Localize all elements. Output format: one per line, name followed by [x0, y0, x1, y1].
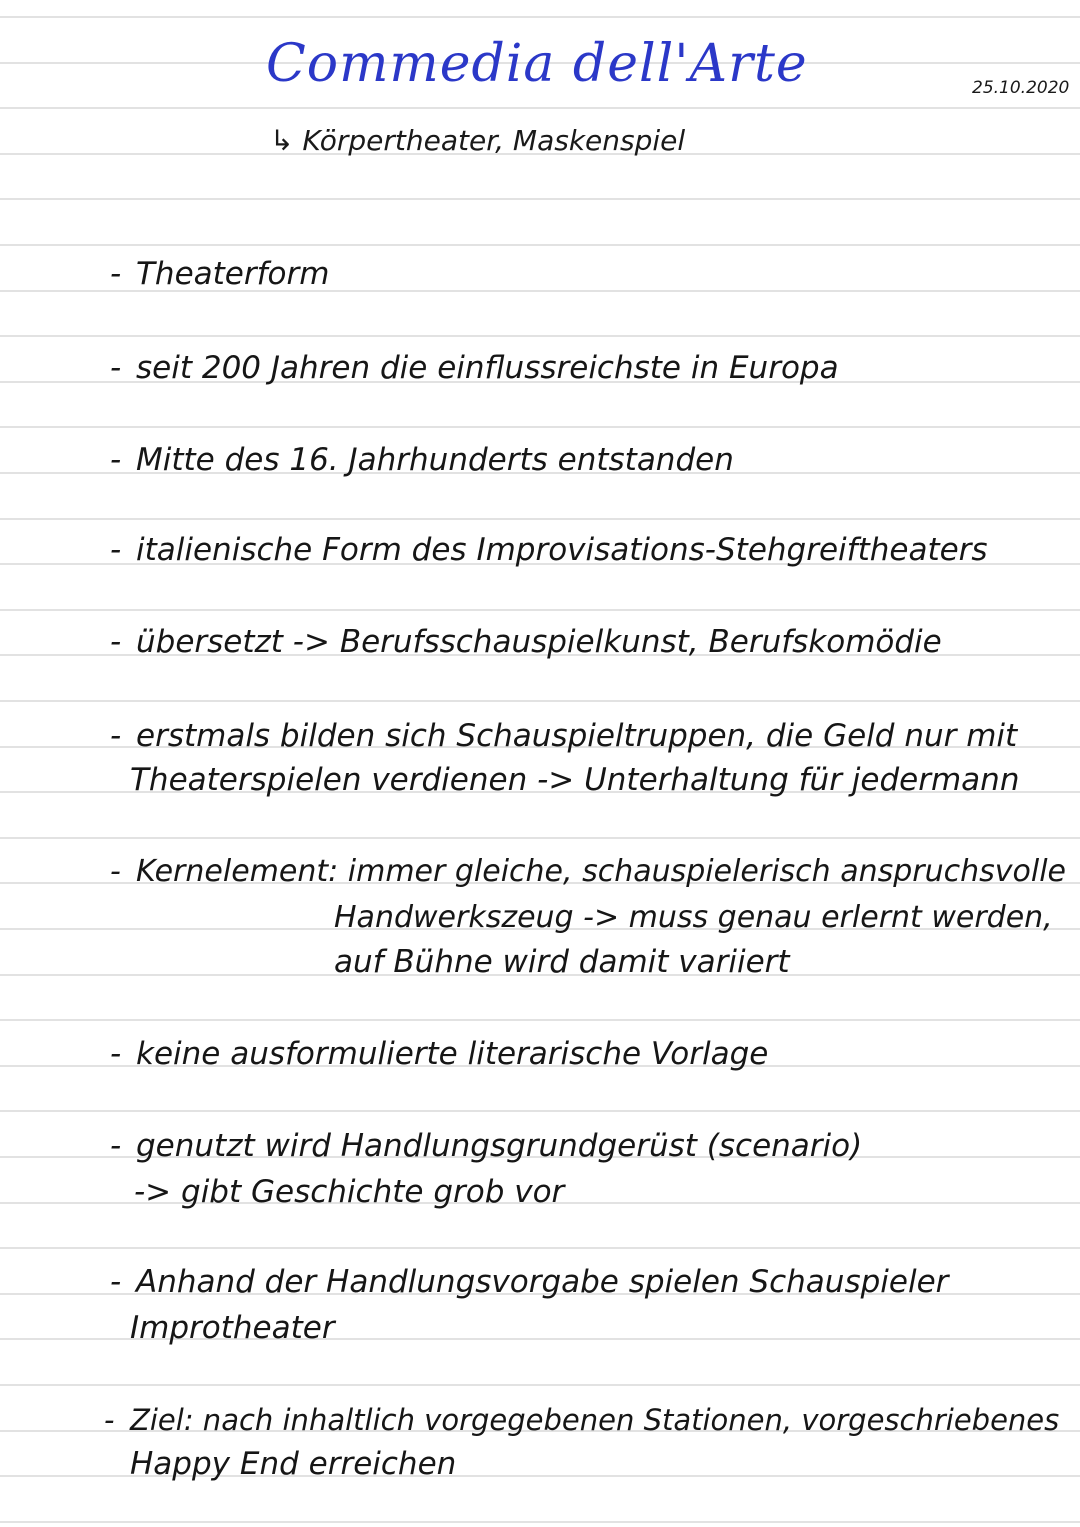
ruled-line	[0, 16, 1080, 18]
bullet-text: Theaterform	[136, 256, 330, 292]
bullet-continuation: -> gibt Geschichte grob vor	[134, 1174, 565, 1210]
bullet-dash: -	[110, 1036, 122, 1072]
bullet-item	[110, 1262, 948, 1302]
bullet-dash: -	[110, 718, 122, 754]
subtitle: ↳ Körpertheater, Maskenspiel	[270, 124, 686, 157]
bullet-item	[110, 530, 988, 570]
bullet-continuation: Improtheater	[130, 1310, 335, 1346]
bullet-dash: -	[110, 1128, 122, 1164]
ruled-line	[0, 1019, 1080, 1021]
ruled-line	[0, 1521, 1080, 1523]
bullet-dash: -	[110, 624, 122, 660]
ruled-line	[0, 700, 1080, 702]
bullet-item	[110, 348, 839, 388]
bullet-item	[110, 716, 1017, 756]
ruled-line	[0, 198, 1080, 200]
bullet-dash: -	[110, 532, 122, 568]
bullet-dash: -	[110, 256, 122, 292]
bullet-text: seit 200 Jahren die einflussreichste in Europa	[136, 350, 839, 386]
date-label: 25.10.2020	[972, 78, 1070, 98]
bullet-text: Kernelement: immer gleiche, schauspielerisch anspruchsvolle	[136, 854, 1066, 889]
bullet-continuation: Happy End erreichen	[130, 1446, 457, 1482]
bullet-text: genutzt wird Handlungsgrundgerüst (scenario)	[136, 1128, 863, 1164]
ruled-line	[0, 1384, 1080, 1386]
bullet-text: Ziel: nach inhaltlich vorgegebenen Stationen, vorgeschriebenes	[130, 1403, 1060, 1437]
bullet-dash: -	[110, 1264, 122, 1300]
bullet-text: italienische Form des Improvisations-Stehgreiftheaters	[136, 532, 988, 568]
bullet-text: übersetzt -> Berufsschauspielkunst, Berufskomödie	[136, 624, 942, 660]
ruled-line	[0, 244, 1080, 246]
bullet-text: erstmals bilden sich Schauspieltruppen, die Geld nur mit	[136, 718, 1018, 754]
bullet-dash: -	[110, 442, 122, 478]
bullet-item	[110, 622, 942, 662]
bullet-item	[110, 852, 1066, 892]
ruled-line	[0, 609, 1080, 611]
ruled-line	[0, 426, 1080, 428]
bullet-text: Mitte des 16. Jahrhunderts entstanden	[136, 442, 734, 478]
bullet-dash: -	[110, 350, 122, 386]
ruled-line	[0, 107, 1080, 109]
bullet-item	[110, 254, 329, 294]
ruled-line	[0, 518, 1080, 520]
ruled-line	[0, 1247, 1080, 1249]
bullet-continuation: Theaterspielen verdienen -> Unterhaltung für jedermann	[130, 762, 1020, 798]
bullet-dash: -	[104, 1403, 115, 1437]
bullet-text: keine ausformulierte literarische Vorlage	[136, 1036, 769, 1072]
ruled-line	[0, 837, 1080, 839]
ruled-line	[0, 335, 1080, 337]
page-title: Commedia dell'Arte	[266, 34, 808, 94]
bullet-text: Anhand der Handlungsvorgabe spielen Schauspieler	[136, 1264, 949, 1300]
bullet-dash: -	[110, 854, 121, 889]
bullet-continuation: Handwerkszeug -> muss genau erlernt werden,	[334, 900, 1053, 935]
bullet-item	[104, 1400, 1059, 1440]
ruled-line	[0, 1110, 1080, 1112]
bullet-item	[110, 1034, 768, 1074]
bullet-item	[110, 440, 734, 480]
bullet-continuation: auf Bühne wird damit variiert	[334, 944, 790, 980]
bullet-item	[110, 1126, 862, 1166]
